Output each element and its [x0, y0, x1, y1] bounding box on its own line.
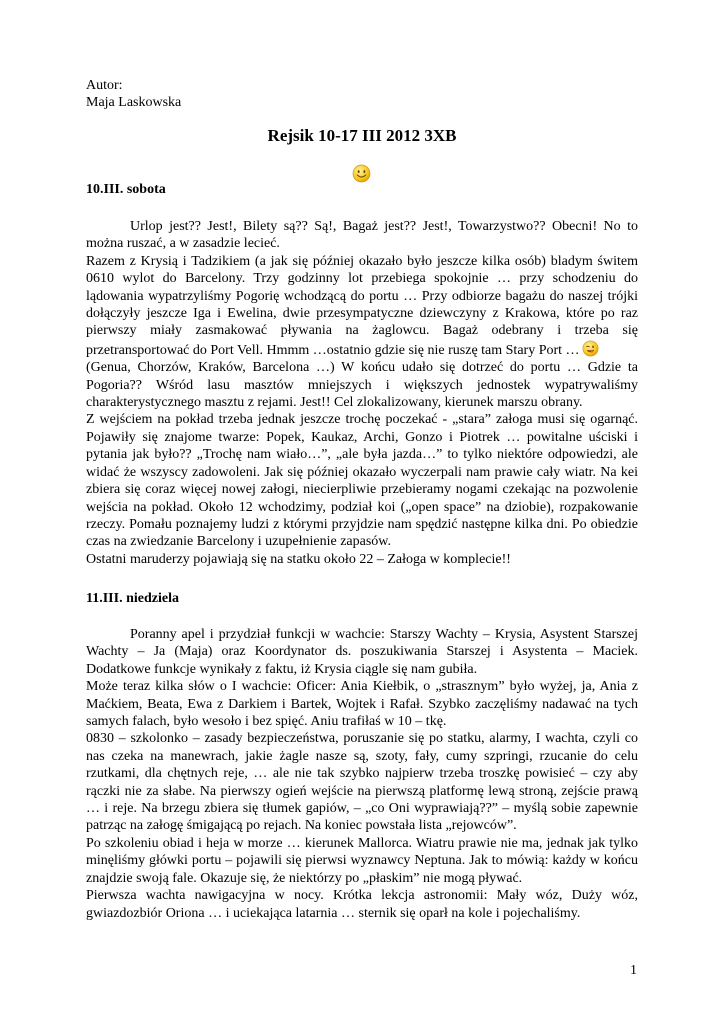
paragraph: 0830 – szkolonko – zasady bezpieczeństwa, poruszanie się po statku, alarmy, I wachta, czyli co nas czeka na manewrach, jakie żagle nasze są, szoty, fały, cumy szpringi, rzucanie do celu rzutkami, dla chętnych reje, … ale nie tak szybko najpierw trzeba troszkę powisieć – czy aby rączki nie za słabe. Na pierwszy ogień wejście na pierwszą platformę lewą stroną, zejście prawą … i reje. Na brzegu zbiera się tłumek gapiów, – „co Oni wyprawiają??” – myślą sobie zapewnie patrząc na załogę śmigającą po rejach. Na koniec powstała lista „rejowców”.: [86, 731, 638, 834]
paragraph: Pierwsza wachta nawigacyjna w nocy. Krótka lekcja astronomii: Mały wóz, Duży wóz, gwiazdozbiór Oriona … i uciekająca latarnia … sternik się oparł na kole i pojechaliśmy.: [86, 888, 638, 921]
paragraph: Poranny apel i przydział funkcji w wachcie: Starszy Wachty – Krysia, Asystent Starszej Wachty – Ja (Maja) oraz Koordynator ds. poszukiwania Starszej i Asystenta – Maciek. Dodatkowe funkcje wynikały z faktu, iż Krysia ciągle się nam gubiła.: [86, 627, 638, 677]
paragraph-text: Razem z Krysią i Tadzikiem (a jak się później okazało było jeszcze kilka osób) bladym świtem 0610 wylot do Barcelony. Trzy godzinny lot przebiega spokojnie … przy schodzeniu do lądowania wypatrzyliśmy Pogorię wchodzącą do portu … Przy odbiorze bagażu do naszej trójki dołączyły jeszcze Iga i Ewelina, dwie przesympatyczne dziewczyny z Krakowa, które po raz pierwszy miały zasmakować pływania na żaglowcu. Bagaż odebrany i trzeba się przetransportować do Port Vell. Hmmm …ostatnio gdzie się nie ruszę tam Stary Port …: [86, 253, 638, 358]
author-label: Autor:: [86, 78, 123, 93]
winking-face-icon: [582, 340, 599, 357]
page-number: 1: [630, 963, 637, 978]
paragraph: Z wejściem na pokład trzeba jednak jeszcze trochę poczekać - „stara” załoga musi się ogarnąć. Pojawiły się znajome twarze: Popek, Kaukaz, Archi, Gonzo i Piotrek … powitalne uściski i pytania jak było?? „Trochę nam wiało…”, „ale była jazda…” to tylko niektóre odpowiedzi, ale widać że wszyscy zadowoleni. Jak się później okazało wyczerpali nam prawie cały wiatr. Na kei zbiera się coraz więcej nowej załogi, niecierpliwie przebieramy nogami czekając na pozwolenie wejścia na pokład. Około 12 wchodzimy, podział koi („open space” na dziobie), rozpakowanie rzeczy. Pomału poznajemy ludzi z którymi przyjdzie nam spędzić następne kilka dni. Po obiedzie czas na zwiedzanie Barcelony i uzupełnienie zapasów.: [86, 412, 638, 550]
paragraph: Ostatni maruderzy pojawiają się na statku około 22 – Załoga w komplecie!!: [86, 551, 511, 567]
paragraph: Może teraz kilka słów o I wachcie: Oficer: Ania Kiełbik, o „strasznym” było wyżej, ja, Ania z Maćkiem, Beata, Ewa z Darkiem i Bartek, Wojtek i Rafał. Szybko zaczęliśmy nadawać na tych samych falach, było wesoło i bez spięć. Aniu trafiłaś w 10 – tkę.: [86, 679, 638, 730]
paragraph: (Genua, Chorzów, Kraków, Barcelona …) W końcu udało się dotrzeć do portu … Gdzie ta Pogoria?? Wśród lasu masztów mniejszych i większych jednostek wypatrywaliśmy charakterystycznego masztu z rejami. Jest!! Cel zlokalizowany, kierunek marszu obrany.: [86, 360, 638, 411]
section-heading-saturday: 10.III. sobota: [86, 182, 166, 197]
author-name: Maja Laskowska: [86, 95, 182, 110]
author-block: [86, 77, 181, 111]
smiley-face-icon: [352, 164, 371, 183]
paragraph: Po szkoleniu obiad i heja w morze … kierunek Mallorca. Wiatru prawie nie ma, jednak jak tylko minęliśmy główki portu – pojawili się pierwsi wyznawcy Neptuna. Jak to mówią: każdy w końcu znajdzie swoją fale. Okazuje się, że niektórzy po „płaskim” nie mogą pływać.: [86, 835, 638, 886]
section-body-sunday: [86, 626, 638, 922]
document-title: Rejsik 10-17 III 2012 3XB: [267, 126, 457, 145]
paragraph: Urlop jest?? Jest!, Bilety są?? Są!, Bagaż jest?? Jest!, Towarzystwo?? Obecni! No to można ruszać, a w zasadzie lecieć.: [86, 219, 638, 252]
section-heading-sunday: 11.III. niedziela: [86, 591, 179, 606]
paragraph: [86, 253, 638, 359]
section-body-saturday: [86, 218, 638, 568]
